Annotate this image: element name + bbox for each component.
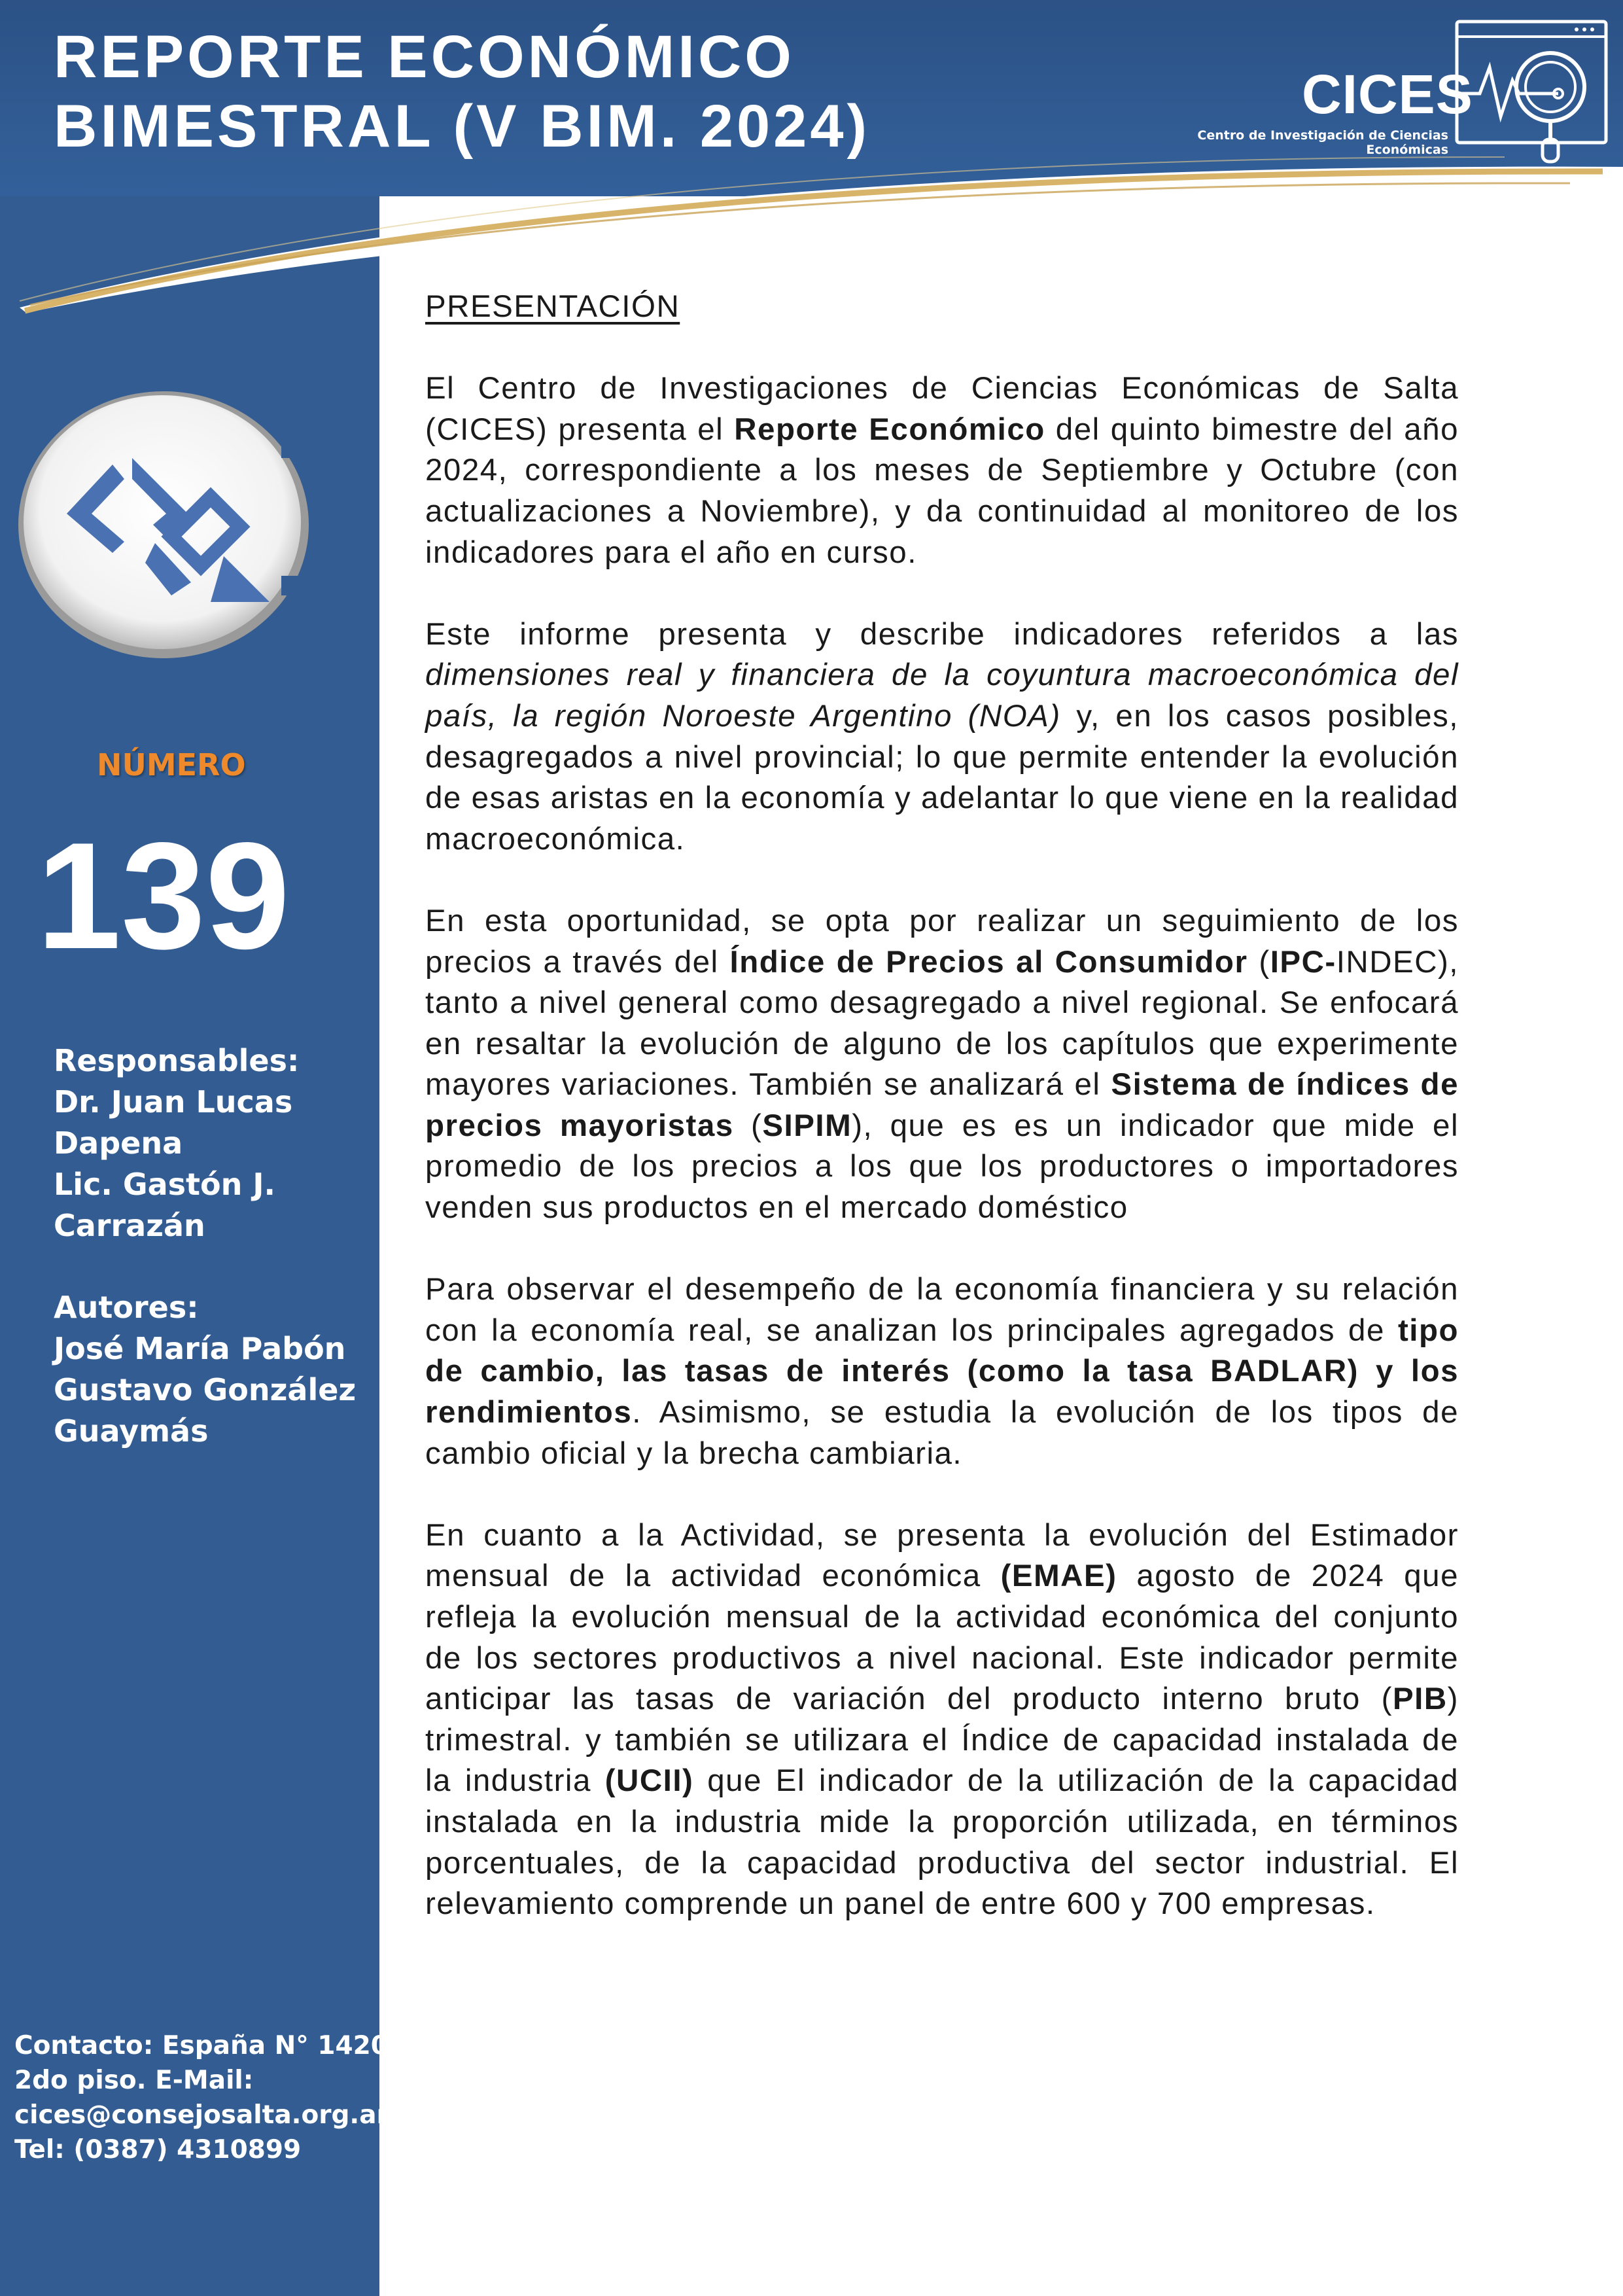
contact-email: cices@consejosalta.org.ar <box>14 2100 389 2130</box>
paragraph-dimensions <box>425 614 1459 860</box>
bold-text-run: IPC- <box>1270 944 1336 980</box>
contact-phone: Tel: (0387) 4310899 <box>14 2135 302 2164</box>
report-title-line1: REPORTE ECONÓMICO <box>54 24 795 90</box>
cpce-emblem-icon <box>14 386 313 661</box>
autores-label: Autores: <box>54 1290 199 1325</box>
responsables-block <box>54 1040 299 1246</box>
section-title: PRESENTACIÓN <box>425 289 680 324</box>
cices-logo-text: CICES <box>1302 63 1473 125</box>
responsable-line: Dr. Juan Lucas <box>54 1084 293 1120</box>
responsable-line: Dapena <box>54 1125 183 1161</box>
bold-text-run: Sistema de índices de precios mayoristas <box>425 1067 1459 1143</box>
issue-number-label: NÚMERO <box>97 747 246 783</box>
bold-text-run: Índice de Precios al Consumidor <box>729 944 1248 980</box>
autores-block <box>54 1287 356 1452</box>
contact-block <box>14 2028 398 2167</box>
text-run: ) trimestral. y también se utilizara el Índice de capacidad instalada de la industria <box>425 1682 1459 1799</box>
text-run: En esta oportunidad, se opta por realizar un seguimiento de los precios a través del <box>425 903 1459 980</box>
text-run: . Asimismo, se estudia la evolución de los tipos de cambio oficial y la brecha cambiaria. <box>425 1395 1459 1471</box>
paragraph-activity <box>425 1515 1459 1925</box>
cices-logo-subtitle: Centro de Investigación de Ciencias Económicas <box>1197 128 1448 157</box>
text-run: ( <box>733 1108 763 1143</box>
issue-number-value: 139 <box>37 811 290 981</box>
bold-text-run: tipo de cambio, las tasas de interés (como la tasa BADLAR) y los rendimientos <box>425 1313 1459 1430</box>
bold-text-run: (EMAE) <box>1000 1559 1117 1594</box>
contact-floor-email-label: 2do piso. E-Mail: <box>14 2066 254 2095</box>
text-run: El Centro de Investigaciones de Ciencias Económicas de Salta (CICES) presenta el <box>425 371 1459 447</box>
paragraph-financial <box>425 1269 1459 1474</box>
text-run: Este informe presenta y describe indicadores referidos a las <box>425 616 1459 652</box>
responsable-line: Lic. Gastón J. <box>54 1167 275 1202</box>
report-title <box>54 22 870 161</box>
autor-line: Gustavo González <box>54 1372 357 1407</box>
text-run: agosto de 2024 que refleja la evolución mensual de la actividad económica del conjunto de los sectores productivos a nivel nacional. Este indicador permite anticipar las tasas de variación del producto interno bruto ( <box>425 1559 1459 1717</box>
responsable-line: Carrazán <box>54 1208 205 1243</box>
contact-address: Contacto: España N° 1420, <box>14 2031 398 2060</box>
monitor-heartbeat-magnifier-icon <box>1454 18 1611 169</box>
text-run: ( <box>1248 944 1270 980</box>
italic-text-run: dimensiones real y financiera de la coyuntura macroeconómica del país, la región Noroeste Argentino (NOA) <box>425 658 1459 733</box>
autor-line: José María Pabón <box>54 1331 346 1366</box>
text-run: En cuanto a la Actividad, se presenta la evolución del Estimador mensual de la actividad económica <box>425 1517 1459 1594</box>
autor-line: Guaymás <box>54 1413 209 1449</box>
text-run: ), que es es un indicador que mide el promedio de los precios a los que los productores o importadores venden sus productos en el mercado doméstico <box>425 1108 1459 1226</box>
responsables-label: Responsables: <box>54 1043 300 1078</box>
bold-text-run: Reporte Económico <box>734 412 1045 447</box>
bold-text-run: PIB <box>1392 1682 1448 1717</box>
paragraph-presentation <box>425 368 1459 573</box>
text-run: que El indicador de la utilización de la capacidad instalada en la industria mide la proporción utilizada, en términos porcentuales, de la capacidad productiva del sector industrial. El relevamiento comprende un panel de entre 600 y 700 empresas. <box>425 1763 1459 1922</box>
text-run: INDEC), tanto a nivel general como desagregado a nivel regional. Se enfocará en resaltar la evolución de alguno de los capítulos que experimente mayores variaciones. También se analizará el <box>425 944 1459 1103</box>
paragraph-prices <box>425 901 1459 1229</box>
bold-text-run: (UCII) <box>604 1763 694 1799</box>
report-title-line2: BIMESTRAL (V BIM. 2024) <box>54 93 871 160</box>
text-run: y, en los casos posibles, desagregados a nivel provincial; lo que permite entender la evolución de esas aristas en la economía y adelantar lo que viene en la realidad macroeconómica. <box>425 698 1459 857</box>
text-run: Para observar el desempeño de la economía financiera y su relación con la economía real, se analizan los principales agregados de <box>425 1272 1459 1348</box>
main-content <box>425 287 1459 1966</box>
text-run: del quinto bimestre del año 2024, correspondiente a los meses de Septiembre y Octubre (con actualizaciones a Noviembre), y da continuidad al monitoreo de los indicadores para el año en curso. <box>425 412 1459 570</box>
bold-text-run: SIPIM <box>762 1108 852 1143</box>
